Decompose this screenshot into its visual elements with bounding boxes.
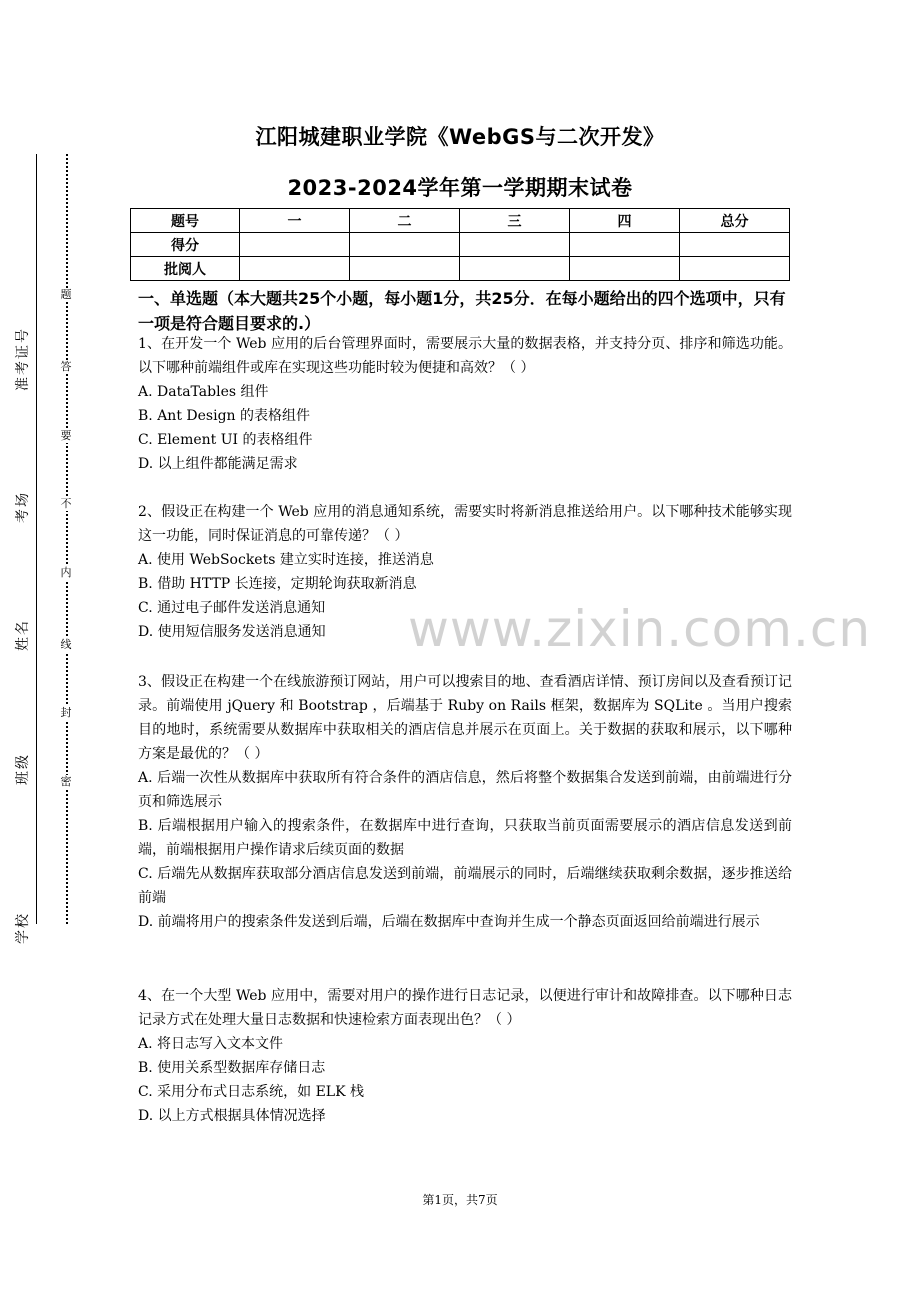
question <box>138 984 792 1128</box>
score-header-cell: 三 <box>460 209 570 233</box>
score-cell <box>460 233 570 257</box>
side-label-name <box>14 620 32 652</box>
question-option: B. 后端根据用户输入的搜索条件，在数据库中进行查询，只获取当前页面需要展示的酒店信息发送到前端，前端根据用户操作请求后续页面的数据 <box>138 818 792 858</box>
question-option: A. 将日志写入文本文件 <box>138 1036 284 1052</box>
seal-char: 内 <box>58 566 74 580</box>
score-cell <box>460 257 570 281</box>
exam-subtitle: 2023-2024学年第一学期期末试卷 <box>287 176 633 200</box>
score-cell <box>570 233 680 257</box>
question-option: B. 使用关系型数据库存储日志 <box>138 1060 326 1076</box>
score-cell <box>680 257 790 281</box>
binding-dotted-line <box>66 154 68 924</box>
score-cell <box>240 257 350 281</box>
seal-char: 密 <box>58 775 74 789</box>
side-label-class <box>14 754 32 786</box>
side-label-text: 校 学 <box>15 914 31 944</box>
seal-char: 不 <box>58 497 74 511</box>
question-option: C. 通过电子邮件发送消息通知 <box>138 600 326 616</box>
binding-solid-line <box>36 154 37 924</box>
side-label-exam-number <box>14 328 32 392</box>
question-stem: 2、假设正在构建一个 Web 应用的消息通知系统，需要实时将新消息推送给用户。以下哪种技术能够实现这一功能，同时保证消息的可靠传递？（ ） <box>138 504 792 544</box>
question-option: A. DataTables 组件 <box>138 384 269 400</box>
question-option: C. 采用分布式日志系统，如 ELK 栈 <box>138 1084 364 1100</box>
score-header-cell: 二 <box>350 209 460 233</box>
question-option: B. 借助 HTTP 长连接，定期轮询获取新消息 <box>138 576 417 592</box>
score-header-cell: 四 <box>570 209 680 233</box>
exam-title: 江阳城建职业学院《WebGS与二次开发》 <box>255 125 665 149</box>
question-option: B. Ant Design 的表格组件 <box>138 408 310 424</box>
score-cell <box>350 233 460 257</box>
score-row-label: 批阅人 <box>131 257 240 281</box>
question-stem: 4、在一个大型 Web 应用中，需要对用户的操作进行日志记录，以便进行审计和故障排查。以下哪种日志记录方式在处理大量日志数据和快速检索方面表现出色？（ ） <box>138 988 792 1028</box>
question-option: A. 后端一次性从数据库中获取所有符合条件的酒店信息，然后将整个数据集合发送到前端，由前端进行分页和筛选展示 <box>138 770 792 810</box>
question <box>138 332 792 476</box>
score-cell <box>570 257 680 281</box>
question-option: D. 以上方式根据具体情况选择 <box>138 1108 326 1124</box>
question <box>138 670 792 934</box>
seal-char: 题 <box>58 288 74 302</box>
question-option: C. Element UI 的表格组件 <box>138 432 313 448</box>
seal-char: 线 <box>58 638 74 652</box>
question-stem: 1、在开发一个 Web 应用的后台管理界面时，需要展示大量的数据表格，并支持分页、排序和筛选功能。以下哪种前端组件或库在实现这些功能时较为便捷和高效？（ ） <box>138 336 792 376</box>
score-header-cell: 一 <box>240 209 350 233</box>
side-label-exam-room <box>14 492 32 524</box>
section-heading: 一、单选题（本大题共25个小题，每小题1分，共25分．在每小题给出的四个选项中，只有一项是符合题目要求的.） <box>138 289 786 333</box>
score-header-cell: 题号 <box>131 209 240 233</box>
question-stem: 3、假设正在构建一个在线旅游预订网站，用户可以搜索目的地、查看酒店详情、预订房间以及查看预订记录。前端使用 jQuery 和 Bootstrap ，后端基于 Ruby on Rails 框架，数据库为 SQLite 。当用户搜索目的地时，系统需要从数据库中获取相关的酒店信息并展示在页面上。关于数据的获取和展示，以下哪种方案是最优的？（ ） <box>138 674 792 762</box>
question-option: A. 使用 WebSockets 建立实时连接，推送消息 <box>138 552 434 568</box>
question-option: C. 后端先从数据库获取部分酒店信息发送到前端，前端展示的同时，后端继续获取剩余数据，逐步推送给前端 <box>138 866 792 906</box>
score-cell <box>680 233 790 257</box>
score-table <box>130 208 790 281</box>
score-cell <box>350 257 460 281</box>
question-option: D. 前端将用户的搜索条件发送到后端，后端在数据库中查询并生成一个静态页面返回给前端进行展示 <box>138 914 760 930</box>
score-cell <box>240 233 350 257</box>
question-option: D. 使用短信服务发送消息通知 <box>138 624 326 640</box>
score-table-header-row <box>131 209 790 233</box>
score-header-cell: 总分 <box>680 209 790 233</box>
side-label-text: 级 班 <box>15 755 31 785</box>
seal-char: 答 <box>58 360 74 374</box>
question-option: D. 以上组件都能满足需求 <box>138 456 298 472</box>
side-label-school <box>14 913 32 945</box>
side-label-text: 名 姓 <box>15 621 31 651</box>
side-label-text: 号 证 考 准 <box>15 329 31 391</box>
watermark: www.zixin.com.cn <box>408 600 872 658</box>
seal-char: 封 <box>58 706 74 720</box>
score-row-label: 得分 <box>131 233 240 257</box>
side-label-text: 场 考 <box>15 493 31 523</box>
page-footer: 第1页，共7页 <box>422 1193 498 1207</box>
score-table-row <box>131 233 790 257</box>
seal-char: 要 <box>58 429 74 443</box>
score-table-row <box>131 257 790 281</box>
